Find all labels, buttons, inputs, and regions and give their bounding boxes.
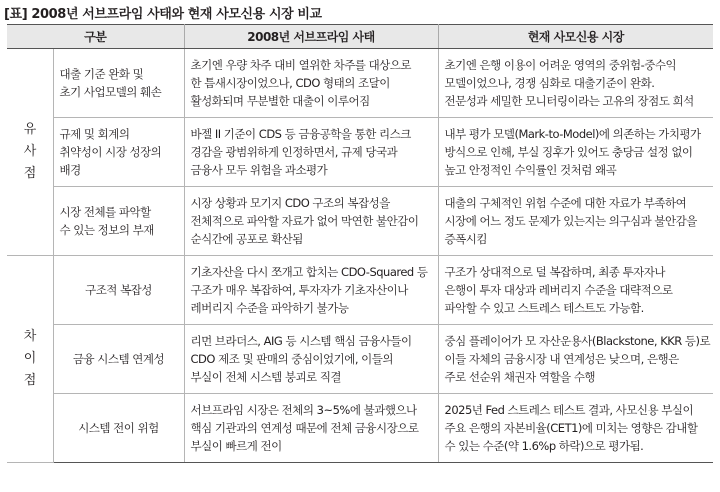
cell-text-line: 시장 상황과 모기지 CDO 구조의 복잡성을 bbox=[190, 196, 390, 210]
cell-text-line: 증폭시킴 bbox=[444, 232, 487, 246]
comparison-table bbox=[7, 24, 713, 463]
cell-text-line: 수 있는 정보의 부재 bbox=[59, 223, 154, 237]
cell-2008 bbox=[184, 49, 438, 118]
aspect-cell bbox=[53, 187, 184, 256]
cell-text-line: 은행이 투자 대상과 레버리지 수준을 대략적으로 bbox=[444, 283, 673, 297]
table-row bbox=[7, 49, 713, 118]
aspect-cell bbox=[53, 49, 184, 118]
cell-text-line: 초기엔 우량 차주 대비 열위한 차주를 대상으로 bbox=[190, 58, 412, 72]
cell-text-line: 경감을 광범위하게 인정하면서, 규제 당국과 bbox=[190, 145, 398, 159]
cell-text-line: 구조가 매우 복잡하여, 투자자가 기초자산이나 bbox=[190, 283, 408, 297]
cell-text-line: 주요 은행의 자본비율(CET1)에 미치는 영향은 감내할 bbox=[444, 421, 698, 435]
cell-text-line: 사 bbox=[23, 144, 36, 159]
cell-text-line: 시스템 전이 위험 bbox=[78, 421, 159, 435]
aspect-cell bbox=[53, 256, 184, 325]
cell-text-line: 이 bbox=[23, 351, 36, 366]
cell-text-line: 점 bbox=[23, 373, 36, 388]
cell-current bbox=[438, 394, 713, 463]
cell-2008 bbox=[184, 394, 438, 463]
header-category: 구분 bbox=[7, 25, 184, 49]
cell-text-line: 초기 사업모델의 훼손 bbox=[59, 85, 162, 99]
table-row bbox=[7, 187, 713, 256]
cell-text-line: 취약성이 시장 성장의 bbox=[59, 145, 162, 159]
cell-text-line: 금융 시스템 연계성 bbox=[72, 352, 165, 366]
cell-text-line: 대출 기준 완화 및 bbox=[59, 67, 144, 81]
cell-text-line: 수 있는 수준(약 1.6%p 하락)으로 평가됨. bbox=[444, 439, 644, 453]
cell-text-line: 배경 bbox=[59, 163, 81, 177]
cell-text-line: 부실이 빠르게 전이 bbox=[190, 439, 282, 453]
cell-text-line: 시장에 어느 정도 문제가 있는지는 의구심과 불안감을 bbox=[444, 214, 697, 228]
table-title: [표] 2008년 서브프라임 사태와 현재 사모신용 시장 비교 bbox=[4, 7, 322, 22]
cell-current bbox=[438, 49, 713, 118]
cell-text-line: 주로 선순위 채권자 역할을 수행 bbox=[444, 370, 596, 384]
cell-text-line: CDO 제조 및 판매의 중심이었기에, 이들의 bbox=[190, 352, 394, 366]
cell-text-line: 바젤 II 기준이 CDS 등 금융공학을 통한 리스크 bbox=[190, 127, 411, 141]
cell-text-line: 규제 및 회계의 bbox=[59, 127, 130, 141]
cell-text-line: 리먼 브라더스, AIG 등 시스템 핵심 금융사들이 bbox=[190, 334, 412, 348]
aspect-cell bbox=[53, 325, 184, 394]
cell-text-line: 방식으로 인해, 부실 징후가 있어도 충당금 설정 없이 bbox=[444, 145, 693, 159]
cell-text-line: 부실이 전체 시스템 붕괴로 직결 bbox=[190, 370, 342, 384]
table-row bbox=[7, 394, 713, 463]
cell-2008 bbox=[184, 325, 438, 394]
table-row bbox=[7, 325, 713, 394]
cell-2008 bbox=[184, 256, 438, 325]
cell-text-line: 높고 안정적인 수익률인 것처럼 왜곡 bbox=[444, 163, 617, 177]
header-row bbox=[7, 25, 713, 49]
group-label-similarities bbox=[7, 49, 53, 256]
header-2008: 2008년 서브프라임 사태 bbox=[184, 25, 438, 49]
cell-text-line: 구조적 복잡성 bbox=[85, 283, 152, 297]
cell-text-line: 유 bbox=[23, 122, 36, 137]
cell-text-line: 활성화되며 무분별한 대출이 이루어짐 bbox=[190, 94, 370, 108]
table-row bbox=[7, 118, 713, 187]
cell-text-line: 한 틈새시장이었으나, CDO 형태의 조달이 bbox=[190, 76, 390, 90]
cell-text-line: 전문성과 세밀한 모니터링이라는 고유의 장점도 희석 bbox=[444, 94, 694, 108]
group-label-differences bbox=[7, 256, 53, 463]
cell-text-line: 전체적으로 파악할 자료가 없어 막연한 불안감이 bbox=[190, 214, 419, 228]
cell-text-line: 중심 플레이어가 모 자산운용사(Blackstone, KKR 등)로 bbox=[444, 334, 711, 348]
cell-current bbox=[438, 118, 713, 187]
cell-text-line: 레버리지 수준을 파악하기 불가능 bbox=[190, 301, 349, 315]
cell-text-line: 내부 평가 모델(Mark-to-Model)에 의존하는 가치평가 bbox=[444, 127, 701, 141]
cell-text-line: 초기엔 은행 이용이 어려운 영역의 중위험-중수익 bbox=[444, 58, 677, 72]
cell-text-line: 파악할 수 있고 스트레스 테스트도 가능함. bbox=[444, 301, 644, 315]
table-row bbox=[7, 256, 713, 325]
cell-text-line: 핵심 기관과의 연계성 때문에 전체 금융시장으로 bbox=[190, 421, 419, 435]
header-current: 현재 사모신용 시장 bbox=[438, 25, 713, 49]
cell-text-line: 순식간에 공포로 확산됨 bbox=[190, 232, 303, 246]
aspect-cell bbox=[53, 394, 184, 463]
cell-2008 bbox=[184, 187, 438, 256]
cell-text-line: 기초자산을 다시 쪼개고 합치는 CDO-Squared 등 bbox=[190, 265, 428, 279]
cell-text-line: 모델이었으나, 경쟁 심화로 대출기준이 완화. bbox=[444, 76, 655, 90]
cell-text-line: 차 bbox=[23, 329, 36, 344]
cell-text-line: 대출의 구체적인 위험 수준에 대한 자료가 부족하여 bbox=[444, 196, 687, 210]
cell-text-line: 점 bbox=[23, 166, 36, 181]
cell-text-line: 구조가 상대적으로 덜 복잡하며, 최종 투자자나 bbox=[444, 265, 666, 279]
cell-text-line: 이들 자체의 금융시장 내 연계성은 낮으며, 은행은 bbox=[444, 352, 679, 366]
cell-current bbox=[438, 325, 713, 394]
aspect-cell bbox=[53, 118, 184, 187]
cell-2008 bbox=[184, 118, 438, 187]
cell-text-line: 금융사 모두 위험을 과소평가 bbox=[190, 163, 328, 177]
cell-text-line: 서브프라임 시장은 전체의 3~5%에 불과했으나 bbox=[190, 403, 417, 417]
cell-text-line: 2025년 Fed 스트레스 테스트 결과, 사모신용 부실이 bbox=[444, 403, 694, 417]
cell-current bbox=[438, 256, 713, 325]
cell-current bbox=[438, 187, 713, 256]
cell-text-line: 시장 전체를 파악할 bbox=[59, 205, 151, 219]
